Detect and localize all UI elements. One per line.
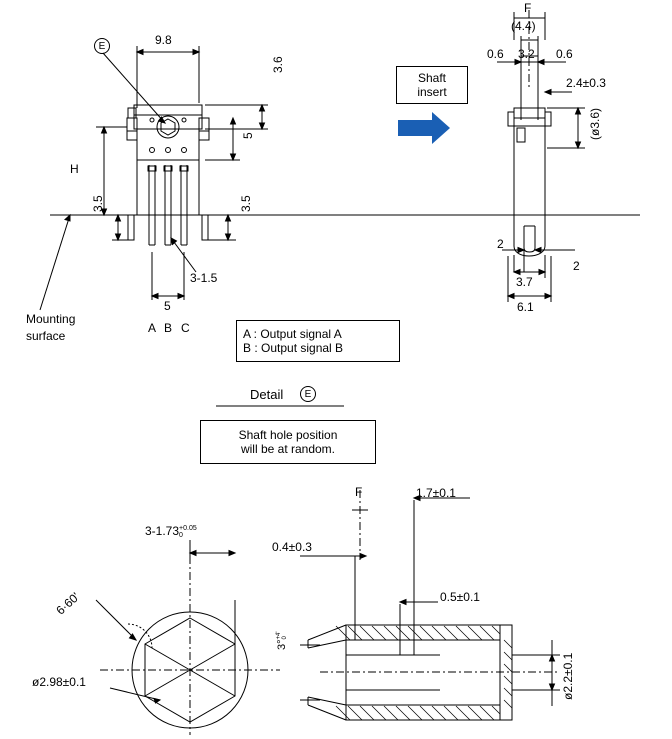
- dim-3-1-73-value: 3-1.73: [145, 524, 180, 539]
- dim-h: H: [70, 162, 79, 176]
- shaft-insert-line2: insert: [417, 85, 447, 99]
- dim-5-right: 5: [241, 132, 255, 139]
- detail-title: Detail: [250, 387, 284, 402]
- dim-3-7: 3.7: [516, 275, 533, 289]
- shaft-insert-line1: Shaft: [417, 71, 447, 85]
- dim-4-4: (4.4): [511, 19, 536, 33]
- dim-3-5-left: 3.5: [91, 195, 105, 212]
- mounting-surface-label-line2: surface: [26, 329, 66, 343]
- pin-label-a: A: [148, 321, 157, 335]
- dim-angle-6-60: 6·60ʹ: [53, 589, 83, 618]
- dim-3-1-73-tol-dn: 0: [179, 532, 183, 539]
- dim-0-4: 0.4±0.3: [272, 540, 312, 554]
- output-signal-a: A : Output signal A: [243, 327, 342, 341]
- dim-1-7: 1.7±0.1: [416, 486, 456, 500]
- dim-dia-2-98: ø2.98±0.1: [32, 675, 86, 689]
- dim-3-6: 3.6: [271, 56, 285, 73]
- dim-angle-3-tol-up: +4ʹ: [276, 631, 283, 640]
- dim-2-left: 2: [497, 237, 504, 251]
- detail-marker-e-title-label: E: [304, 388, 312, 400]
- dim-0-6-right: 0.6: [556, 47, 573, 61]
- shaft-hole-random-note: [200, 420, 376, 464]
- dim-angle-3-value: 3°: [276, 639, 288, 650]
- dim-3-2: 3.2: [518, 47, 535, 61]
- pin-label-b: B: [164, 321, 173, 335]
- dim-3-1-73-tol-up: +0.05: [179, 525, 197, 532]
- mounting-surface-label-line1: Mounting: [26, 312, 76, 326]
- shaft-insert-arrow: [398, 112, 450, 144]
- random-note-line2: will be at random.: [240, 442, 336, 456]
- random-note-line1: Shaft hole position: [238, 428, 338, 442]
- dim-angle-3-tol-dn: 0: [282, 636, 289, 640]
- dim-6-1: 6.1: [517, 300, 534, 314]
- side-label-f: F: [524, 1, 532, 15]
- shaft-detail-label-f: F: [355, 485, 363, 499]
- pin-label-c: C: [181, 321, 190, 335]
- dim-9-8: 9.8: [155, 33, 172, 47]
- dim-5-bottom: 5: [164, 299, 171, 313]
- shaft-insert-note: [396, 66, 468, 104]
- detail-marker-e-front: [94, 38, 110, 54]
- dim-0-5: 0.5±0.1: [440, 590, 480, 604]
- output-signal-b: B : Output signal B: [243, 341, 344, 355]
- dim-dia-3-6: (ø3.6): [588, 107, 602, 140]
- dim-angle-3: [276, 631, 288, 650]
- detail-marker-e-title: [300, 386, 316, 402]
- dim-dia-2-2: ø2.2±0.1: [561, 652, 575, 700]
- dim-3-5-right: 3.5: [239, 195, 253, 212]
- dim-0-6-left: 0.6: [487, 47, 504, 61]
- dim-2-right: 2: [573, 259, 580, 273]
- dim-3-1-73: [145, 525, 197, 539]
- detail-marker-e-front-label: E: [98, 40, 106, 52]
- dim-3-1-5: 3-1.5: [190, 271, 218, 285]
- output-signal-note: [236, 320, 400, 362]
- dim-2-4: 2.4±0.3: [566, 76, 606, 90]
